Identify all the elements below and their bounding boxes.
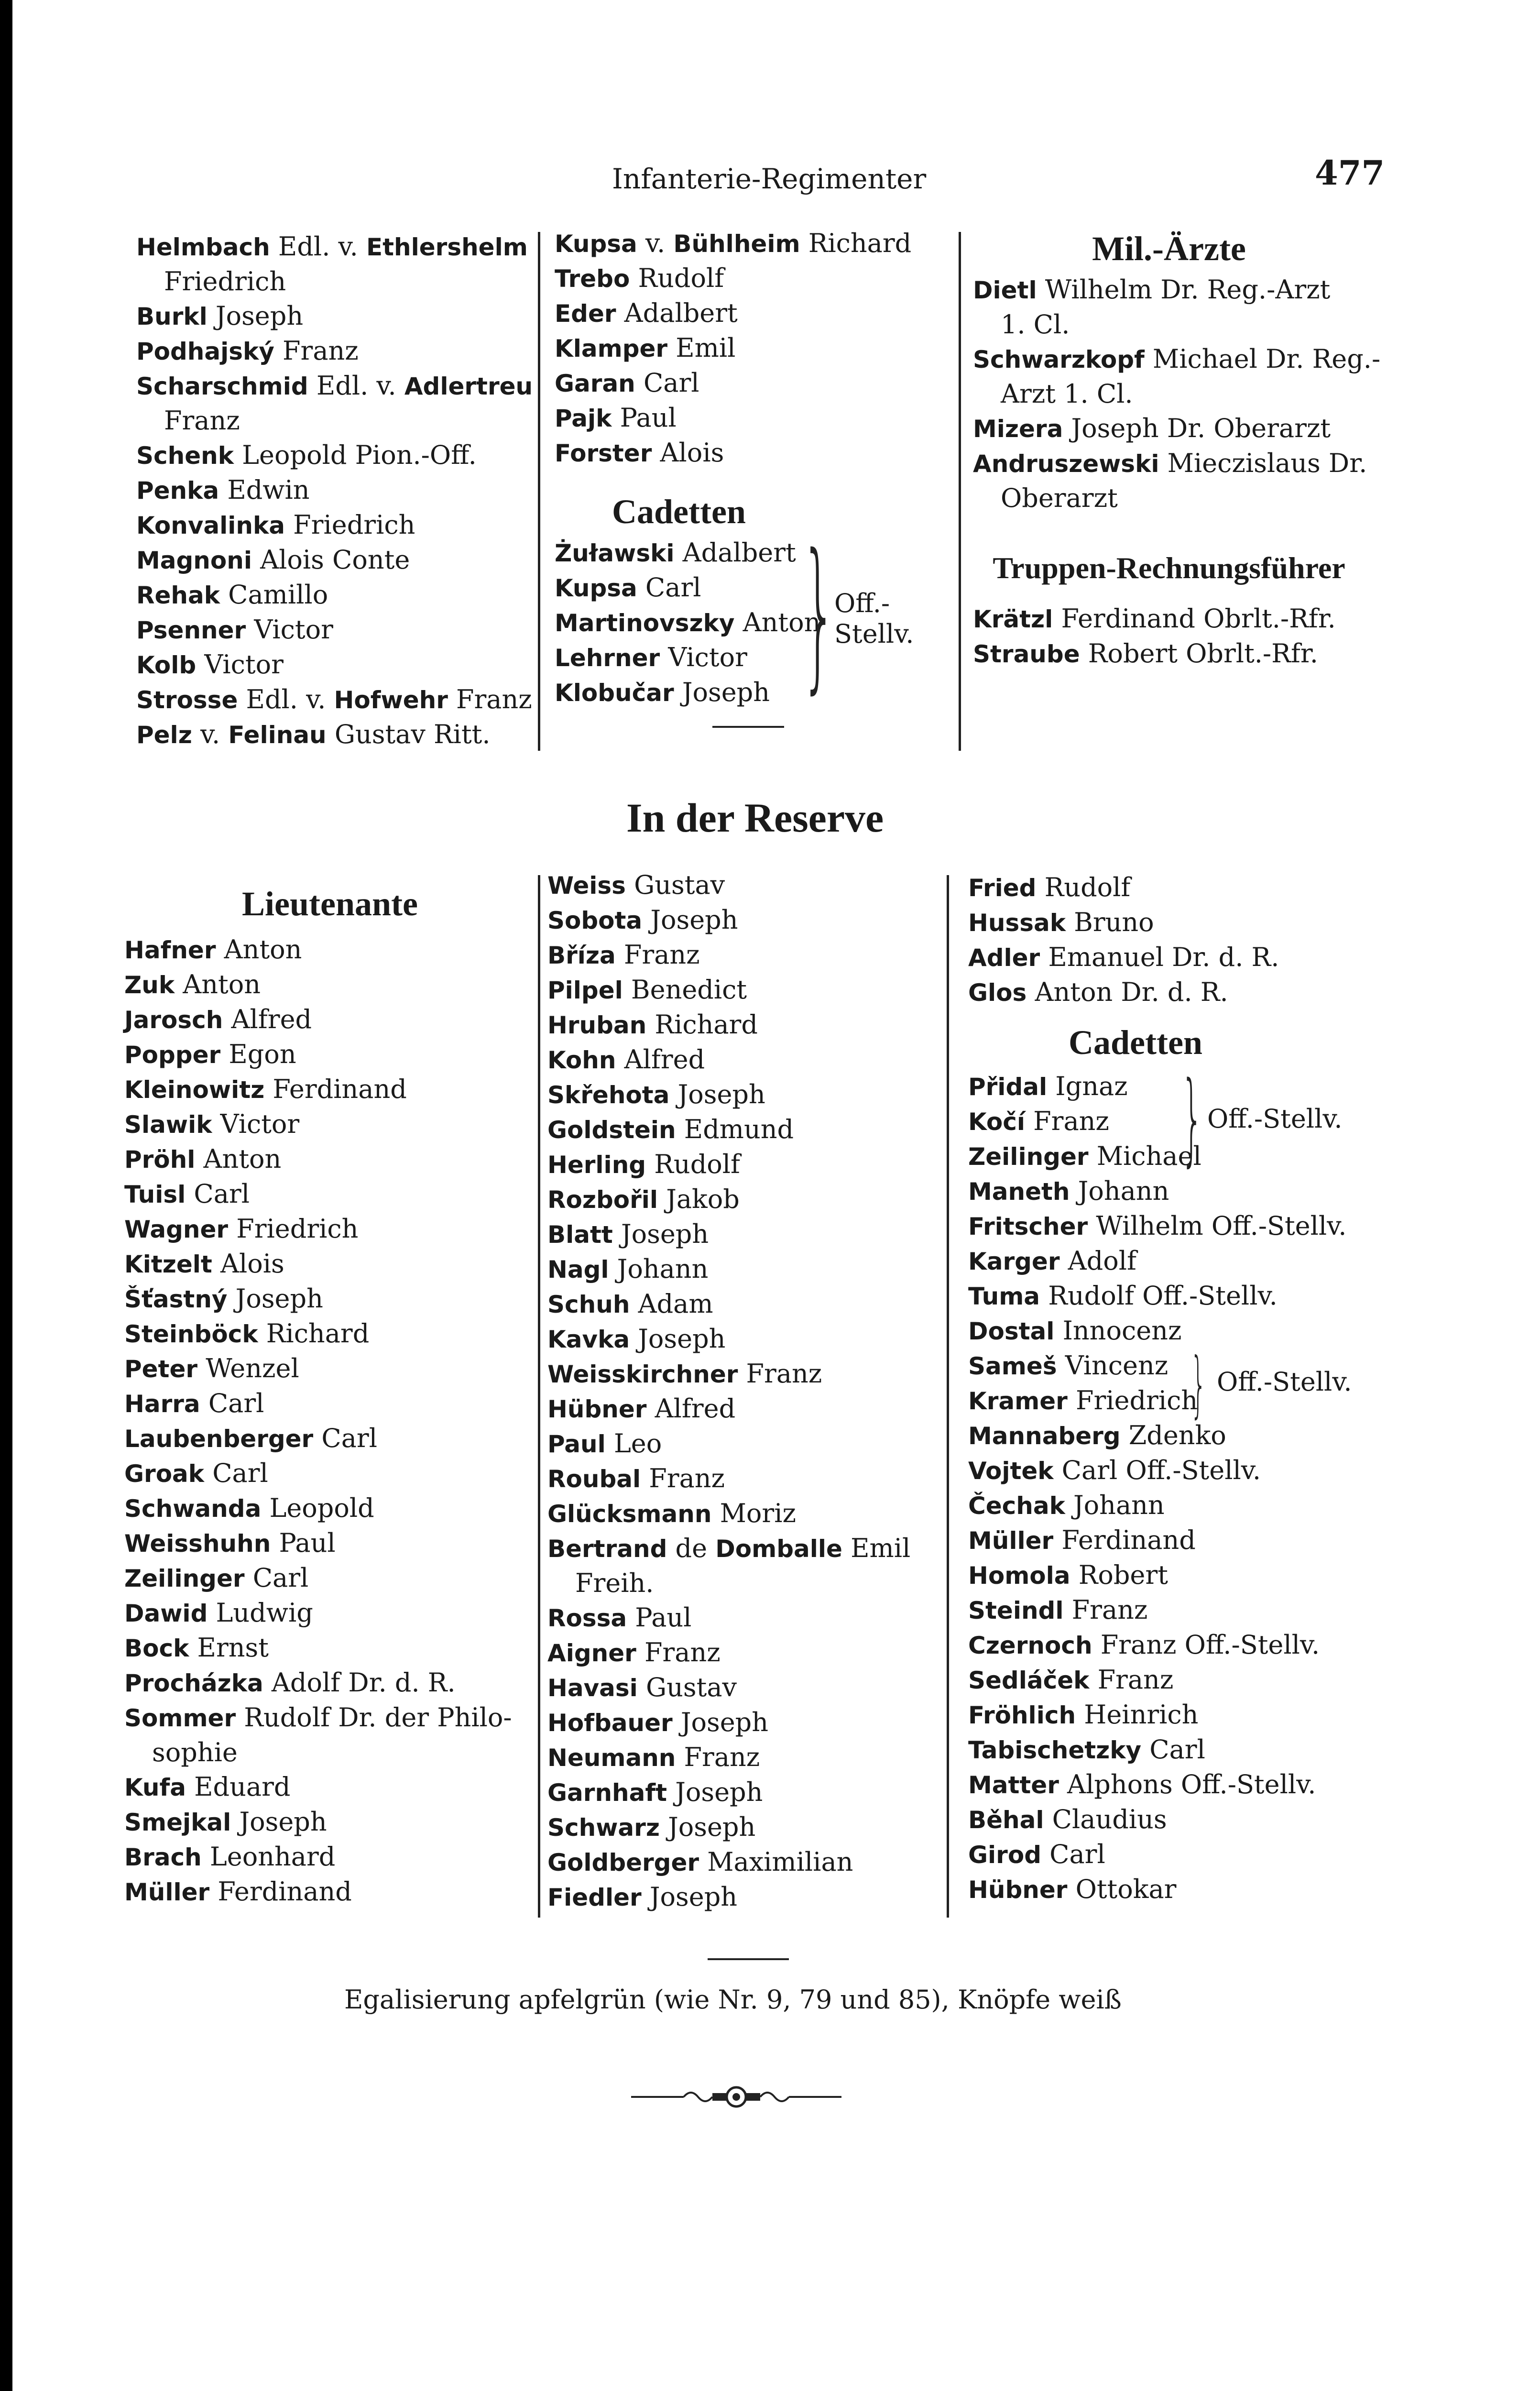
list-item: Fritscher Wilhelm Off.-Stellv. bbox=[968, 1211, 1347, 1241]
list-item: Roubal Franz bbox=[547, 1463, 725, 1493]
list-item: Kohn Alfred bbox=[547, 1044, 705, 1075]
list-item: Friedrich bbox=[164, 266, 286, 296]
list-item: Kavka Joseph bbox=[547, 1324, 726, 1354]
list-item: Arzt 1. Cl. bbox=[1001, 379, 1133, 409]
list-item: Schwarzkopf Michael Dr. Reg.- bbox=[973, 344, 1381, 374]
short-rule bbox=[708, 1958, 789, 1960]
list-item: Magnoni Alois Conte bbox=[136, 545, 410, 575]
list-item: Hussak Bruno bbox=[968, 907, 1154, 937]
list-item: Hübner Alfred bbox=[547, 1393, 736, 1424]
list-item: Steinböck Richard bbox=[124, 1318, 370, 1349]
list-item: Lehrner Victor bbox=[555, 642, 747, 672]
reserve-middle-column bbox=[547, 868, 949, 1915]
running-header: Infanterie-Regimenter bbox=[612, 163, 927, 195]
list-item: Żuławski Adalbert bbox=[555, 537, 796, 568]
curly-brace-icon: } bbox=[801, 519, 837, 709]
list-item: Strosse Edl. v. Hofwehr Franz bbox=[136, 684, 532, 714]
brace-label: Off.- Stellv. bbox=[834, 588, 914, 649]
list-item: Forster Alois bbox=[555, 438, 724, 468]
column-divider bbox=[947, 875, 949, 1918]
list-item: Bříza Franz bbox=[547, 940, 700, 970]
list-item: Oberarzt bbox=[1001, 483, 1118, 513]
list-item: sophie bbox=[152, 1737, 238, 1767]
list-item: Weisskirchner Franz bbox=[547, 1359, 822, 1389]
scan-edge-left bbox=[0, 0, 12, 2391]
list-item: Martinovszky Anton bbox=[555, 607, 821, 637]
list-item: Zeilinger Michael bbox=[968, 1141, 1201, 1171]
list-item: Dietl Wilhelm Dr. Reg.-Arzt bbox=[973, 274, 1331, 305]
list-item: Kupsa v. Bühlheim Richard bbox=[555, 228, 912, 258]
list-item: Tuisl Carl bbox=[124, 1179, 250, 1209]
list-item: Sedláček Franz bbox=[968, 1665, 1174, 1695]
list-item: Glücksmann Moriz bbox=[547, 1498, 796, 1528]
list-item: Müller Ferdinand bbox=[124, 1876, 352, 1907]
column-divider bbox=[538, 232, 540, 751]
list-item: Freih. bbox=[575, 1568, 654, 1598]
list-item: Andruszewski Mieczislaus Dr. bbox=[973, 448, 1367, 478]
list-item: Helmbach Edl. v. Ethlershelm bbox=[136, 231, 528, 262]
list-item: Burkl Joseph bbox=[136, 301, 304, 331]
list-item: Straube Robert Obrlt.-Rfr. bbox=[973, 638, 1318, 669]
list-item: Peter Wenzel bbox=[124, 1353, 299, 1383]
list-item: Zeilinger Carl bbox=[124, 1563, 309, 1593]
list-item: Schenk Leopold Pion.-Off. bbox=[136, 440, 477, 470]
reserve-right-column bbox=[968, 870, 1398, 1907]
section-heading-mil-aerzte: Mil.-Ärzte bbox=[1092, 230, 1246, 268]
list-item: Fried Rudolf bbox=[968, 872, 1131, 902]
list-item: Neumann Franz bbox=[547, 1742, 760, 1772]
list-item: Procházka Adolf Dr. d. R. bbox=[124, 1667, 456, 1698]
list-item: Dawid Ludwig bbox=[124, 1598, 313, 1628]
top-left-column bbox=[136, 230, 538, 752]
list-item: Rossa Paul bbox=[547, 1602, 692, 1633]
column-divider bbox=[959, 232, 961, 751]
list-item: Hofbauer Joseph bbox=[547, 1707, 768, 1737]
list-item: Kleinowitz Ferdinand bbox=[124, 1074, 407, 1104]
list-item: Pröhl Anton bbox=[124, 1144, 282, 1174]
list-item: Weisshuhn Paul bbox=[124, 1528, 336, 1558]
list-item: Goldberger Maximilian bbox=[547, 1847, 853, 1877]
list-item: Aigner Franz bbox=[547, 1637, 721, 1667]
list-item: Maneth Johann bbox=[968, 1176, 1169, 1206]
list-item: Běhal Claudius bbox=[968, 1804, 1167, 1834]
list-item: Sobota Joseph bbox=[547, 905, 738, 935]
list-item: Klobučar Joseph bbox=[555, 677, 770, 707]
list-item: Krätzl Ferdinand Obrlt.-Rfr. bbox=[973, 603, 1336, 634]
list-item: Havasi Gustav bbox=[547, 1672, 737, 1702]
list-item: Bertrand de Domballe Emil bbox=[547, 1533, 911, 1563]
curly-brace-icon: } bbox=[1181, 1060, 1203, 1177]
section-heading-cadetten: Cadetten bbox=[612, 493, 746, 531]
list-item: Vojtek Carl Off.-Stellv. bbox=[968, 1455, 1261, 1485]
cadetten-bracket-group bbox=[555, 519, 947, 710]
list-item: Blatt Joseph bbox=[547, 1219, 709, 1249]
list-item: Kočí Franz bbox=[968, 1106, 1109, 1136]
list-item: Garnhaft Joseph bbox=[547, 1777, 763, 1807]
lieutenante-column bbox=[124, 880, 535, 1909]
list-item: Schwarz Joseph bbox=[547, 1812, 756, 1842]
short-rule bbox=[712, 726, 784, 728]
list-item: Mizera Joseph Dr. Oberarzt bbox=[973, 413, 1331, 443]
list-item: Konvalinka Friedrich bbox=[136, 510, 415, 540]
list-item: Dostal Innocenz bbox=[968, 1316, 1182, 1346]
list-item: Eder Adalbert bbox=[555, 298, 738, 328]
ornament-divider-icon bbox=[631, 2083, 841, 2111]
column-divider bbox=[538, 875, 540, 1918]
list-item: Scharschmid Edl. v. Adlertreu bbox=[136, 371, 533, 401]
list-item: Karger Adolf bbox=[968, 1246, 1137, 1276]
footer-note: Egalisierung apfelgrün (wie Nr. 9, 79 und 85), Knöpfe weiß bbox=[344, 1985, 1122, 2015]
list-item: Mannaberg Zdenko bbox=[968, 1420, 1226, 1450]
list-item: Brach Leonhard bbox=[124, 1842, 336, 1872]
list-item: Paul Leo bbox=[547, 1428, 662, 1459]
list-item: Müller Ferdinand bbox=[968, 1525, 1196, 1555]
list-item: Zuk Anton bbox=[124, 969, 261, 999]
list-item: Jarosch Alfred bbox=[124, 1004, 312, 1034]
list-item: 1. Cl. bbox=[1001, 309, 1070, 340]
list-item: Kitzelt Alois bbox=[124, 1249, 284, 1279]
list-item: Franz bbox=[164, 406, 240, 436]
list-item: Pelz v. Felinau Gustav Ritt. bbox=[136, 719, 491, 749]
list-item: Sommer Rudolf Dr. der Philo- bbox=[124, 1702, 512, 1733]
list-item: Kramer Friedrich bbox=[968, 1385, 1198, 1415]
list-item: Groak Carl bbox=[124, 1458, 268, 1488]
section-title-reserve: In der Reserve bbox=[626, 795, 884, 841]
list-item: Wagner Friedrich bbox=[124, 1214, 359, 1244]
list-item: Czernoch Franz Off.-Stellv. bbox=[968, 1630, 1320, 1660]
list-item: Schuh Adam bbox=[547, 1289, 713, 1319]
list-item: Fiedler Joseph bbox=[547, 1882, 738, 1912]
list-item: Slawik Victor bbox=[124, 1109, 300, 1139]
list-item: Přidal Ignaz bbox=[968, 1071, 1128, 1101]
list-item: Herling Rudolf bbox=[547, 1149, 741, 1179]
list-item: Kupsa Carl bbox=[555, 572, 701, 603]
top-middle-column bbox=[555, 226, 947, 710]
list-item: Skřehota Joseph bbox=[547, 1079, 765, 1109]
list-item: Rehak Camillo bbox=[136, 580, 328, 610]
cadetten-bracket-group bbox=[968, 1343, 1398, 1426]
list-item: Fröhlich Heinrich bbox=[968, 1700, 1199, 1730]
list-item: Garan Carl bbox=[555, 368, 699, 398]
list-item: Šťastný Joseph bbox=[124, 1283, 323, 1314]
list-item: Goldstein Edmund bbox=[547, 1114, 794, 1144]
list-item: Hafner Anton bbox=[124, 934, 302, 965]
list-item: Psenner Victor bbox=[136, 614, 333, 645]
list-item: Tabischetzky Carl bbox=[968, 1734, 1205, 1765]
cadetten-bracket-group bbox=[968, 1060, 1398, 1177]
list-item: Tuma Rudolf Off.-Stellv. bbox=[968, 1281, 1278, 1311]
top-right-column bbox=[973, 225, 1394, 671]
list-item: Klamper Emil bbox=[555, 333, 736, 363]
list-item: Podhajský Franz bbox=[136, 336, 359, 366]
list-item: Smejkal Joseph bbox=[124, 1807, 327, 1837]
list-item: Adler Emanuel Dr. d. R. bbox=[968, 942, 1279, 972]
curly-brace-icon: } bbox=[1190, 1343, 1207, 1426]
list-item: Trebo Rudolf bbox=[555, 263, 724, 293]
list-item: Homola Robert bbox=[968, 1560, 1168, 1590]
section-heading-rechnungsfuehrer: Truppen-Rechnungsführer bbox=[993, 551, 1345, 585]
list-item: Pilpel Benedict bbox=[547, 975, 747, 1005]
list-item: Laubenberger Carl bbox=[124, 1423, 377, 1453]
section-heading-cadetten: Cadetten bbox=[1069, 1023, 1202, 1062]
list-item: Nagl Johann bbox=[547, 1254, 709, 1284]
list-item: Bock Ernst bbox=[124, 1633, 269, 1663]
list-item: Kolb Victor bbox=[136, 649, 284, 680]
list-item: Hübner Ottokar bbox=[968, 1874, 1177, 1904]
list-item: Harra Carl bbox=[124, 1388, 264, 1418]
list-item: Schwanda Leopold bbox=[124, 1493, 374, 1523]
section-heading-lieutenante: Lieutenante bbox=[242, 885, 418, 923]
list-item: Sameš Vincenz bbox=[968, 1350, 1169, 1381]
list-item: Kufa Eduard bbox=[124, 1772, 291, 1802]
brace-label: Off.-Stellv. bbox=[1207, 1104, 1343, 1134]
list-item: Matter Alphons Off.-Stellv. bbox=[968, 1769, 1316, 1799]
list-item: Glos Anton Dr. d. R. bbox=[968, 977, 1228, 1007]
list-item: Popper Egon bbox=[124, 1039, 296, 1069]
list-item: Rozbořil Jakob bbox=[547, 1184, 740, 1214]
list-item: Pajk Paul bbox=[555, 403, 677, 433]
list-item: Steindl Franz bbox=[968, 1595, 1148, 1625]
list-item: Girod Carl bbox=[968, 1839, 1105, 1869]
list-item: Hruban Richard bbox=[547, 1009, 758, 1040]
list-item: Weiss Gustav bbox=[547, 870, 725, 900]
list-item: Penka Edwin bbox=[136, 475, 310, 505]
brace-label: Off.-Stellv. bbox=[1217, 1367, 1352, 1397]
page-number: 477 bbox=[1315, 153, 1385, 193]
list-item: Čechak Johann bbox=[968, 1490, 1165, 1520]
